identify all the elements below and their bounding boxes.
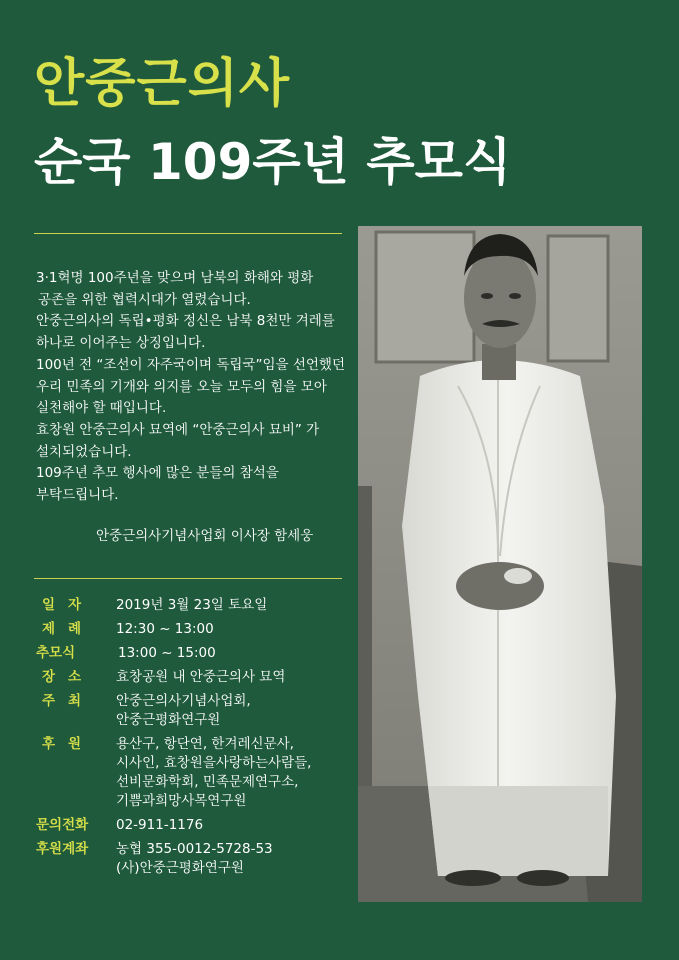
intro-line: 100년 전 “조선이 자주국이며 독립국”임을 선언했던	[36, 356, 345, 373]
detail-contact	[36, 816, 356, 835]
event-details	[36, 596, 356, 883]
portrait-photo	[358, 226, 642, 902]
detail-line: 기쁨과희망사목연구원	[116, 793, 247, 809]
portrait-illustration	[358, 226, 642, 902]
intro-line: 안중근의사의 독립•평화 정신은 남북 8천만 겨레를	[36, 313, 335, 330]
intro-line: 부탁드립니다.	[36, 487, 119, 504]
detail-value: 02-911-1176	[116, 817, 204, 833]
detail-line: 농협 355-0012-5728-53	[116, 841, 273, 857]
intro-line: 109주년 추모 행사에 많은 분들의 참석을	[36, 465, 279, 482]
detail-memorial	[36, 644, 356, 663]
detail-venue	[36, 668, 356, 687]
detail-label: 일자	[42, 597, 95, 613]
detail-label: 문의전화	[36, 817, 89, 833]
detail-value: 효창공원 내 안중근의사 묘역	[116, 669, 286, 685]
detail-value: 13:00 ~ 15:00	[118, 645, 216, 661]
intro-text	[36, 268, 346, 507]
detail-ritual	[36, 620, 356, 639]
detail-account	[36, 840, 356, 878]
intro-line: 설치되었습니다.	[36, 443, 132, 460]
detail-label: 제례	[42, 621, 95, 637]
detail-line: 안중근의사기념사업회,	[116, 693, 251, 709]
detail-label: 추모식	[36, 645, 76, 661]
detail-line: 시사인, 효창원을사랑하는사람들,	[116, 755, 312, 771]
detail-value: 2019년 3월 23일 토요일	[116, 597, 268, 613]
top-divider	[34, 233, 342, 234]
detail-label: 주최	[42, 693, 95, 709]
intro-line: 3·1혁명 100주년을 맞으며 남북의 화해와 평화	[36, 270, 314, 286]
intro-line: 효창원 안중근의사 묘역에 “안중근의사 묘비” 가	[36, 421, 320, 438]
intro-line: 공존을 위한 협력시대가 열렸습니다.	[38, 291, 251, 308]
detail-date	[36, 596, 356, 615]
title-line-2: 순국 109주년 추모식	[34, 133, 512, 191]
title-line-1: 안중근의사	[34, 54, 291, 114]
detail-line: (사)안중근평화연구원	[116, 860, 244, 876]
detail-value	[116, 840, 273, 878]
detail-value: 12:30 ~ 13:00	[116, 621, 214, 637]
detail-label: 후원	[42, 736, 95, 752]
intro-line: 우리 민족의 기개와 의지를 오늘 모두의 힘을 모아	[36, 378, 327, 395]
detail-value	[116, 735, 311, 811]
detail-label: 후원계좌	[36, 841, 89, 857]
detail-line: 선비문화학회, 민족문제연구소,	[116, 774, 299, 790]
intro-line: 하나로 이어주는 상징입니다.	[36, 335, 206, 352]
detail-label: 장소	[42, 669, 95, 685]
detail-host	[36, 692, 356, 730]
detail-sponsor	[36, 735, 356, 811]
detail-value	[116, 692, 251, 730]
middle-divider	[34, 578, 342, 579]
detail-line: 용산구, 항단연, 한겨레신문사,	[116, 736, 294, 752]
intro-line: 실천해야 할 때입니다.	[36, 400, 167, 417]
detail-line: 안중근평화연구원	[116, 712, 221, 728]
signature: 안중근의사기념사업회 이사장 함세웅	[96, 528, 314, 544]
